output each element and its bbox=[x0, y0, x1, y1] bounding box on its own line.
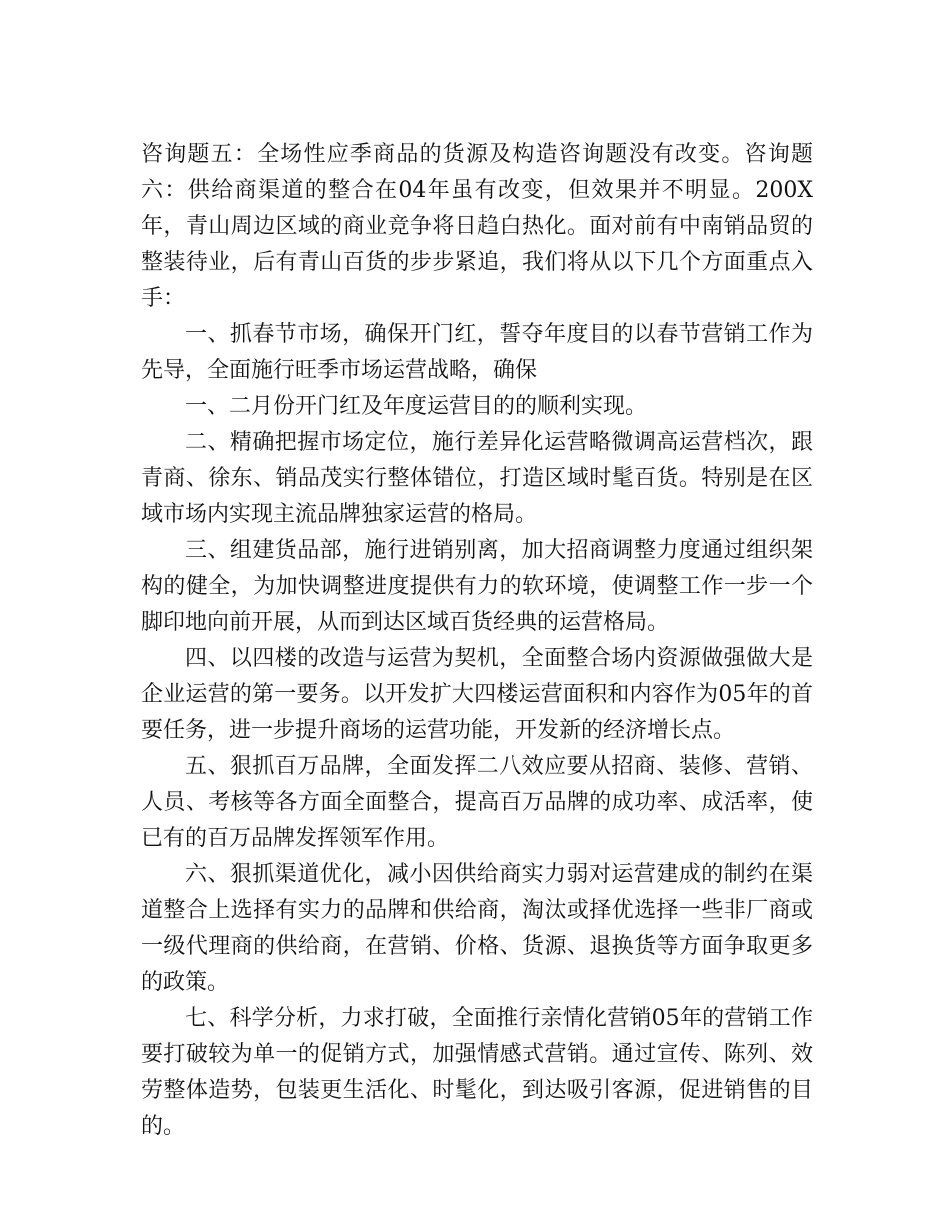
paragraph-item-1: 一、抓春节市场，确保开门红，誓夺年度目的以春节营销工作为先导，全面施行旺季市场运营战略，确保 bbox=[141, 322, 813, 383]
paragraph-item-1-continued: 一、二月份开门红及年度运营目的的顺利实现。 bbox=[185, 394, 648, 419]
paragraph-item-4: 四、以四楼的改造与运营为契机，全面整合场内资源做强做大是企业运营的第一要务。以开发扩大四楼运营面积和内容作为05年的首要任务，进一步提升商场的运营功能，开发新的经济增长点。 bbox=[141, 646, 813, 743]
paragraph-item-6: 六、狠抓渠道优化，减小因供给商实力弱对运营建成的制约在渠道整合上选择有实力的品牌和供给商，淘汰或择优选择一些非厂商或一级代理商的供给商，在营销、价格、货源、退换货等方面争取更多的政策。 bbox=[141, 862, 813, 995]
paragraph-intro: 咨询题五：全场性应季商品的货源及构造咨询题没有改变。咨询题六：供给商渠道的整合在04年虽有改变，但效果并不明显。200X年，青山周边区域的商业竞争将日趋白热化。面对前有中南销品贸的整装待业，后有青山百货的步步紧追，我们将从以下几个方面重点入手： bbox=[141, 142, 813, 311]
paragraph-item-5: 五、狠抓百万品牌，全面发挥二八效应要从招商、装修、营销、人员、考核等各方面全面整合，提高百万品牌的成功率、成活率，使已有的百万品牌发挥领军作用。 bbox=[141, 754, 813, 851]
paragraph-item-3: 三、组建货品部，施行进销别离，加大招商调整力度通过组织架构的健全，为加快调整进度提供有力的软环境，使调整工作一步一个脚印地向前开展，从而到达区域百货经典的运营格局。 bbox=[141, 538, 813, 635]
paragraph-item-7: 七、科学分析，力求打破，全面推行亲情化营销05年的营销工作要打破较为单一的促销方式，加强情感式营销。通过宣传、陈列、效劳整体造势，包装更生活化、时髦化，到达吸引客源，促进销售的目的。 bbox=[141, 1006, 813, 1139]
paragraph-item-2: 二、精确把握市场定位，施行差异化运营略微调高运营档次，跟青商、徐东、销品茂实行整体错位，打造区域时髦百货。特别是在区域市场内实现主流品牌独家运营的格局。 bbox=[141, 430, 813, 527]
document-body bbox=[141, 137, 813, 1145]
